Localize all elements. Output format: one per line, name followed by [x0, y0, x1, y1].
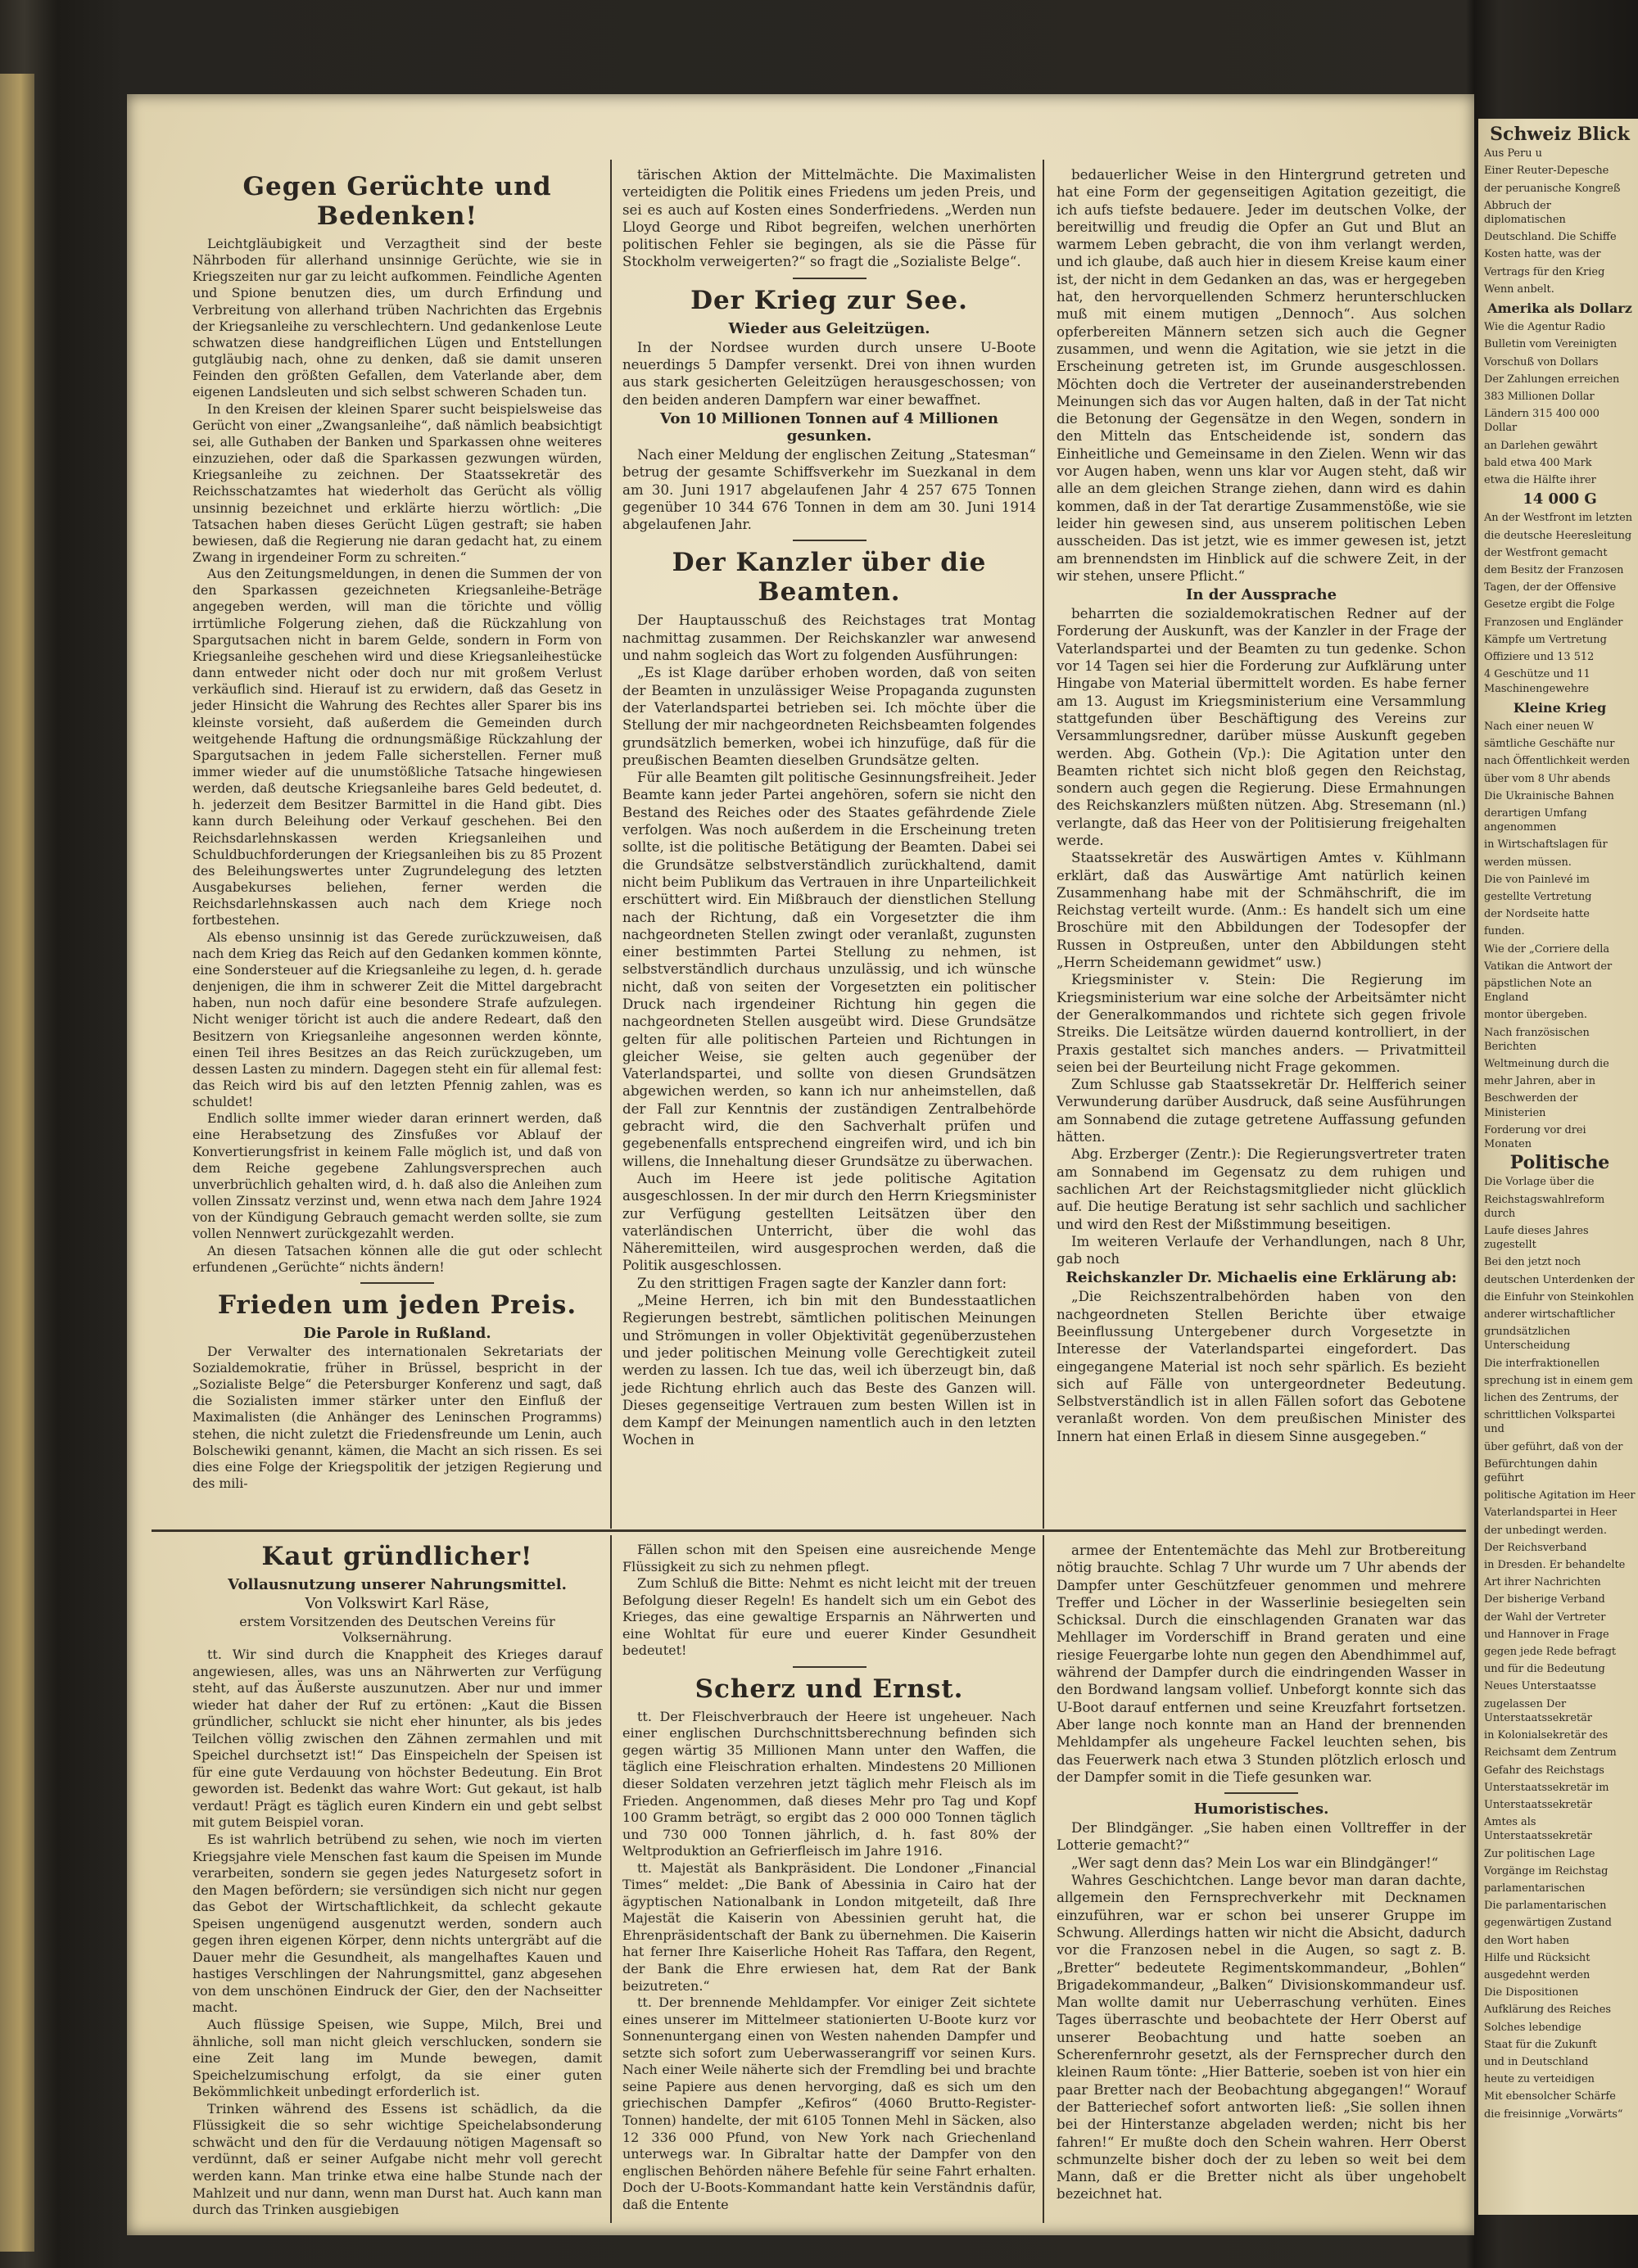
paragraph: tt. Der brennende Mehldampfer. Vor einiger Zeit sichtete eines unserer im Mittelmeer stationierten U-Boote kurz vor Sonnenuntergang einen von Westen nahenden Dampfer und setzte sich sofort zum Ueberwasserangriff vor seinen Kurs. Nach einer Weile näherte sich der Fremdling bei und brachte seine Papiere aus denen hervorging, daß es sich um den griechischen Dampfer „Kefiros“ (4060 Brutto-Register-Tonnen) handelte, der mit 6105 Tonnen Mehl in Säcken, also 12 336 000 Pfund, von New York nach Griechenland unterwegs war. In Gibraltar hatte der Dampfer von den englischen Behörden nähere Befehle für seine Fahrt erhalten. Doch der U-Boots-Kommandant hatte kein Verständnis dafür, daß die Entente: [622, 1995, 1041, 2212]
next-page-line: Aufklärung des Reiches: [1484, 2004, 1611, 2017]
next-page-line: ausgedehnt werden: [1484, 1968, 1590, 1981]
next-page-line: Die Ukrainische Bahnen: [1484, 789, 1614, 802]
next-page-line: zugelassen Der Unterstaatssekretär: [1484, 1697, 1592, 1724]
next-page-line: politische Agitation im Heer: [1484, 1489, 1636, 1502]
paragraph: Auch im Heere ist jede politische Agitation ausgeschlossen. In der mir durch den Herrn Kriegsminister zur Verfügung gestellten Leitsätzen über den vaterländischen Unterricht, über die wohl das Näheremitteilen, wird ausgesprochen werden, daß die Politik ausgeschlossen.: [622, 1170, 1041, 1274]
next-page-line: Vatikan die Antwort der: [1484, 960, 1613, 973]
paragraph: Der Verwalter des internationalen Sekretariats der Sozialdemokratie, früher in Brüssel, bespricht in der „Sozialiste Belge“ die Petersburger Konferenz und sagt, daß die Sozialisten immer stärker unter den Einfluß der Maximalisten (die Anhänger des Leninschen Programms) stehen, die nicht zuletzt die Friedensfreunde um Lenin, auch Bolschewiki genannt, kämen, die Macht an sich rissen. Es sei dies eine Folge der Kriegspolitik der jetzigen Regierung und des mili-: [192, 1343, 606, 1492]
column-2: [622, 166, 1041, 1449]
previous-page-edge: [0, 74, 34, 2252]
next-page-line: Tagen, der der Offensive: [1484, 581, 1617, 594]
next-page-line: Neues Unterstaatsse: [1484, 1680, 1596, 1693]
paragraph: „Wer sagt denn das? Mein Los war ein Blindgänger!“: [1071, 1855, 1439, 1871]
paragraph: tt. Majestät als Bankpräsident. Die Londoner „Financial Times“ meldet: „Die Bank of Abessinia in Cairo hat der ägyptischen Nationalbank in London mitgeteilt, daß Ihre Majestät die Kaiserin von Abessinien geruht hat, die Ehrenpräsidentschaft der Bank zu übernehmen. Die Kaiserin hat ferner Ihre Kaiserliche Hoheit Ras Taffara, den Regent, der Bank die Ehre erwiesen hat, dem Rat der Bank beizutreten.“: [622, 1859, 1041, 1994]
paragraph: „Die Reichszentralbehörden haben von den nachgeordneten Stellen Berichte über etwaige Beeinflussung Untergebener durch Vorgesetzte in Interesse der Vaterlandspartei eingefordert. Das eingegangene Material ist noch sehr spärlich. Es bezieht sich auf Fälle von untergeordneter Bedeutung. Selbstverständlich ist in allen Fällen sofort das Gebotene veranlaßt worden. Von dem preußischen Minister des Innern hat einen Erlaß in diesem Sinne ausgegeben.“: [1057, 1289, 1471, 1444]
article-kaut-gruendlicher: [192, 1542, 607, 2219]
next-page-line: funden.: [1484, 925, 1525, 938]
next-page-line: Der Reichsverband: [1484, 1541, 1587, 1554]
subheadline-michaelis: Reichskanzler Dr. Michaelis eine Erklärung ab:: [1066, 1269, 1457, 1287]
next-page-line: gegenwärtigen Zustand: [1484, 1917, 1612, 1930]
next-page-line: Ländern 315 400 000 Dollar: [1484, 408, 1604, 435]
next-page-line: Solches lebendige: [1484, 2021, 1581, 2034]
next-page-line: Art ihrer Nachrichten: [1484, 1576, 1601, 1589]
headline-geruechte: Gegen Gerüchte und Bedenken!: [242, 172, 552, 231]
next-page-line: Die interfraktionellen: [1484, 1357, 1600, 1370]
next-page-line: in Wirtschaftslagen für: [1484, 838, 1608, 852]
column-rule-1: [610, 160, 612, 1529]
next-page-line: Wie die Agentur Radio: [1484, 321, 1606, 334]
next-page-line: Die Vorlage über die: [1484, 1176, 1595, 1189]
next-page-line: päpstlichen Note an England: [1484, 977, 1595, 1005]
next-page-line: Hilfe und Rücksicht: [1484, 1951, 1590, 1964]
article-humoristisches: [1057, 1542, 1471, 2203]
paragraph: Zum Schluß die Bitte: Nehmt es nicht leicht mit der treuen Befolgung dieser Regeln! Es handelt sich um ein Gebot des Krieges, das eine gewaltige Ersparnis an Nährwerten und eine Wohltat für eure und euerer Kinder Gesundheit bedeutet!: [622, 1575, 1041, 1659]
paragraph: Endlich sollte immer wieder daran erinnert werden, daß eine Herabsetzung des Zinsfußes vor Ablauf der Konvertierungsfrist in keinem Falle möglich ist, und daß von dem Reiche gegebene Zahlungsversprechen auch unverbrüchlich gehalten wird, d. h. daß also die Anleihen zum vollen Zinssatz verzinst und, wenn etwa nach dem Jahre 1924 von der Kündigung Gebrauch gemacht werden sollte, sie zum vollen Nennwert zurückgezahlt werden.: [192, 1110, 606, 1242]
paragraph: Fällen schon mit den Speisen eine ausreichende Menge Flüssigkeit zu sich zu nehmen pflegt.: [622, 1542, 1041, 1574]
next-page-line: Franzosen und Engländer: [1484, 616, 1623, 629]
next-page-line: über geführt, daß von der: [1484, 1440, 1623, 1453]
next-page-line: Reichsamt dem Zentrum: [1484, 1746, 1617, 1760]
next-page-line: Die von Painlevé im: [1484, 873, 1590, 886]
next-page-line: Unterstaatssekretär im: [1484, 1781, 1609, 1794]
next-page-line: Bei den jetzt noch: [1484, 1256, 1581, 1269]
separator: [793, 540, 867, 541]
separator: [793, 1666, 867, 1668]
next-page-line: Aus Peru u: [1484, 147, 1542, 160]
column-rule-3: [610, 1535, 612, 2223]
separator: [793, 278, 867, 279]
next-page-line: montor übergeben.: [1484, 1009, 1587, 1022]
next-page-line: der Westfront gemacht: [1484, 546, 1608, 559]
next-page-line: Der Zahlungen erreichen: [1484, 373, 1620, 386]
next-page-line: gestellte Vertretung: [1484, 890, 1592, 903]
next-page-line: werden müssen.: [1484, 856, 1572, 869]
next-page-line: die deutsche Heeresleitung: [1484, 529, 1632, 542]
next-page-line: Zur politischen Lage: [1484, 1847, 1595, 1860]
next-page-line: Deutschland. Die Schiffe: [1484, 231, 1617, 244]
next-page-line: Reichstagswahlreform durch: [1484, 1193, 1609, 1220]
subheadline-parole: Die Parole in Rußland.: [303, 1324, 491, 1342]
paragraph: tt. Der Fleischverbrauch der Heere ist ungeheuer. Nach einer englischen Durchschnittsberechnung befinden sich gegen wärtig 35 Millionen Mann unter den Waffen, die täglich eine Fleischration erhalten. Mindestens 20 Millionen dieser Soldaten verzehren jetzt täglich mehr Fleisch als im Frieden. Angenommen, daß dieses Mehr pro Tag und Kopf 100 Gramm beträgt, so ergibt das 2 000 000 Tonnen täglich und 730 000 Tonnen jährlich, d. h. fast 80% der Weltproduktion an Gefrierfleisch im Jahre 1916.: [622, 1708, 1041, 1859]
next-page-line: in Dresden. Er behandelte: [1484, 1559, 1626, 1572]
next-page-line: Beschwerden der Ministerien: [1484, 1092, 1581, 1119]
next-page-line: Offiziere und 13 512: [1484, 651, 1595, 664]
paragraph: Aus den Zeitungsmeldungen, in denen die Summen der von den Sparkassen gezeichneten Kriegsanleihe-Beträge angegeben werden, will man die törichte und völlig irrtümliche Folgerung ziehen, daß die Rückzahlung von Spargutsachen nicht in barem Gelde, sondern in Form von Kriegsanleihe geschehen wird und diese Kriegsanleihestücke dann entweder nicht oder doch nur mit großem Verlust verkäuflich sind. Hierauf ist zu erwidern, daß das Gesetz in jeder Hinsicht die Wahrung des Rechtes aller Sparer bis ins kleinste vorsieht, daß außerdem die Gemeinden durch weitgehende Haftung die ordnungsmäßige Rückzahlung der Spargutsachen in jedem Falle sicherstellen. Ferner muß immer wieder auf die unumstößliche Tatsache hingewiesen werden, daß deutsche Kriegsanleihe bares Geld bedeutet, d. h. jederzeit dem Besitzer Barmittel in die Hand gibt. Dies kann durch Beleihung oder Verkauf geschehen. Bei den Reichsdarlehnskassen werden Kriegsanleihen und Schuldbuchforderungen der Kriegsanleihen bis zu 85 Prozent des Beleihungswertes unter Zugrundelegung des letzten Ausgabekurses beliehen, ferner werden die Reichsdarlehnskassen auch nach dem Kriege noch fortbestehen.: [192, 566, 606, 928]
subheadline-vollausnutzung: Vollausnutzung unserer Nahrungsmittel.: [228, 1576, 567, 1593]
headline-frieden: Frieden um jeden Preis.: [217, 1290, 577, 1320]
headline-scherz: Scherz und Ernst.: [695, 1674, 964, 1704]
next-page-line: Abbruch der diplomatischen: [1484, 199, 1566, 227]
next-page-line: 383 Millionen Dollar: [1484, 391, 1595, 404]
next-page-line: der peruanische Kongreß: [1484, 182, 1621, 195]
next-page-line: Vorschuß von Dollars: [1484, 355, 1599, 368]
next-page-line: Einer Reuter-Depesche: [1484, 165, 1609, 178]
paragraph: Trinken während des Essens ist schädlich, da die Flüssigkeit die so sehr wichtige Speichelabsonderung schwächt und den für die Verdauung nötigen Magensaft so verdünnt, daß er seiner Aufgabe nicht mehr voll gerecht werden kann. Man trinke etwa eine halbe Stunde nach der Mahlzeit und nur dann, wenn man Durst hat. Auch kann man durch das Trinken ausgiebigen: [192, 2100, 607, 2218]
paragraph: „Meine Herren, ich bin mit den Bundesstaatlichen Regierungen bestrebt, sämtlichen politischen Meinungen und Strömungen in voller Objektivität gegenüberzustehen und jeder politischen Meinung volle Gerechtigkeit zuteil werden zu lassen. Ich tue das, weil ich überzeugt bin, daß jede Richtung ehrlich auch das Beste des Ganzen will. Dieses gegenseitige Vertrauen zum besten Willen ist in dem Kampf der Meinungen namentlich auch in den letzten Wochen in: [622, 1293, 1041, 1448]
next-page-line: An der Westfront im letzten: [1484, 512, 1633, 525]
next-page-line: und Hannover in Frage: [1484, 1628, 1609, 1641]
next-page-line: über vom 8 Uhr abends: [1484, 772, 1611, 785]
headline-krieg-see: Der Krieg zur See.: [690, 285, 968, 315]
paragraph: „Es ist Klage darüber erhoben worden, daß von seiten der Beamten in unzulässiger Weise Propaganda zugunsten der Vaterlandspartei betrieben sei. Ich möchte über die Stellung der mir nachgeordneten Reichsbeamten folgendes grundsätzlich bemerken, wobei ich hinzufüge, daß für die preußischen Beamten dieselben Grundsätze gelten.: [622, 665, 1041, 768]
paragraph: Kriegsminister v. Stein: Die Regierung im Kriegsministerium war eine solche der Arbeitsämter nicht der Generalkommandos und richtete sich gegen frivole Streiks. Die Leitsätze würden dauernd kontrolliert, in der Praxis gestaltet sich manches anders. — Privatmitteil seien bei der Beurteilung nicht Frage gekommen.: [1057, 972, 1471, 1075]
next-page-line: Vorgänge im Reichstag: [1484, 1864, 1609, 1877]
paragraph: Staatssekretär des Auswärtigen Amtes v. Kühlmann erklärt, daß das Auswärtige Amt natürlich keinen Zusammenhang habe mit der Schmähschrift, die im Reichstag verteilt wurde. (Anm.: Es handelt sich um eine Broschüre mit den Abbildungen der Todesopfer der Russen in Ostpreußen, unter den Abbildungen steht „Herrn Scheidemann gewidmet“ usw.): [1057, 850, 1471, 971]
next-page-line: die freisinnige „Vorwärts“: [1484, 2108, 1623, 2121]
next-page-line: nach Öffentlichkeit werden: [1484, 755, 1631, 768]
subheadline-humoristisches: Humoristisches.: [1193, 1800, 1329, 1818]
next-page-line: sprechung ist in einem gem: [1484, 1374, 1633, 1387]
next-page-line: an Darlehen gewährt: [1484, 439, 1598, 452]
paragraph: In der Nordsee wurden durch unsere U-Boote neuerdings 5 Dampfer versenkt. Drei von ihnen wurden aus stark gesicherten Geleitzügen herausgeschossen; von den beiden anderen Dampfern war einer bewaffnet.: [622, 339, 1041, 408]
horizontal-rule-bottom-section: [152, 1529, 1466, 1532]
next-page-line: Amtes als Unterstaatssekretär: [1484, 1816, 1592, 1843]
next-page-line: Die parlamentarischen: [1484, 1900, 1607, 1913]
paragraph: Leichtgläubigkeit und Verzagtheit sind der beste Nährboden für allerhand unsinnige Gerüchte, wie sie in Kriegszeiten nur gar zu leicht aufkommen. Feindliche Agenten und Spione benutzen dies, um durch Erfindung und Verbreitung von allerhand trüben Nachrichten das Ergebnis der Kriegsanleihe zu verschlechtern. Und gedankenlose Leute schwatzen diese handgreiflichen Lügen und Entstellungen gutgläubig nach, ohne zu denken, daß sie damit unseren Feinden den größten Gefallen, dem Vaterlande aber, dem eigenen Landsleuten und sich selbst schweren Schaden tun.: [192, 236, 606, 400]
paragraph: Auch flüssige Speisen, wie Suppe, Milch, Brei und ähnliche, soll man nicht gleich verschlucken, sondern sie eine Zeit lang im Munde bewegen, damit Speichelzumischung erfolgt, da sie einer guten Bekömmlichkeit unbedingt erforderlich ist.: [192, 2017, 607, 2100]
paragraph: tt. Wir sind durch die Knappheit des Krieges darauf angewiesen, alles, was uns an Nährwerten zur Verfügung steht, auf das Äußerste auszunutzen. Aber nur und immer wieder hat daher der Ruf zu ertönen: „Kaut die Bissen gründlicher, schluckt sie nicht eher hinunter, als bis jedes Teilchen völlig zwischen den Zähnen zermahlen und mit Speichel durchsetzt ist!“ Das Einspeicheln der Speisen ist für eine gute Verdauung von höchster Bedeutung. Ein Brot geworden ist. Bedenkt das wahre Wort: Gut gekaut, ist halb verdaut! Prägt es täglich euren Kindern ein und gebt selbst mit gutem Beispiel voran.: [192, 1647, 607, 1831]
paragraph: Zu den strittigen Fragen sagte der Kanzler dann fort:: [637, 1275, 1007, 1291]
next-page-line: Gesetze ergibt die Folge: [1484, 599, 1615, 612]
next-page-line: anderer wirtschaftlicher: [1484, 1308, 1615, 1321]
next-page-line: Befürchtungen dahin geführt: [1484, 1457, 1601, 1485]
next-page-line: etwa die Hälfte ihrer: [1484, 474, 1596, 487]
next-page-line: der unbedingt werden.: [1484, 1524, 1607, 1537]
next-page-line: sämtliche Geschäfte nur: [1484, 738, 1615, 751]
column-3: [1057, 166, 1471, 1445]
next-page-line: derartigen Umfang angenommen: [1484, 806, 1590, 834]
paragraph: Nach einer Meldung der englischen Zeitung „Statesman“ betrug der gesamte Schiffsverkehr im Suezkanal in dem am 30. Juni 1917 abgelaufenen Jahr 4 257 675 Tonnen gegenüber 10 344 676 Tonnen in dem am 30. Juni 1914 abgelaufenen Jahr.: [622, 446, 1041, 533]
next-page-line: die Einfuhr von Steinkohlen: [1484, 1290, 1635, 1303]
paragraph: Im weiteren Verlaufe der Verhandlungen, nach 8 Uhr, gab noch: [1057, 1233, 1471, 1267]
next-page-line: Mit ebensolcher Schärfe: [1484, 2090, 1616, 2103]
next-page-line: der Wahl der Vertreter: [1484, 1611, 1606, 1624]
next-page-headline-1: Schweiz Blick: [1490, 124, 1630, 145]
next-page-line: bald etwa 400 Mark: [1484, 456, 1592, 469]
paragraph: Der Blindgänger. „Sie haben einen Volltreffer in der Lotterie gemacht?“: [1057, 1820, 1471, 1854]
paragraph: An diesen Tatsachen können alle die gut oder schlecht erfundenen „Gerüchte“ nichts ändern!: [192, 1242, 606, 1275]
next-page-line: mehr Jahren, aber in: [1484, 1075, 1596, 1088]
next-page-line: Wie der „Corriere della: [1484, 942, 1610, 956]
column-rule-2: [1043, 160, 1044, 1529]
next-page-line: Wenn anbelt.: [1484, 282, 1554, 296]
next-page-subheadline-2: Kleine Krieg: [1513, 699, 1607, 716]
paragraph: bedauerlicher Weise in den Hintergrund getreten und hat eine Form der gegenseitigen Agitation gezeitigt, die ich aufs tiefste bedauere. Jeder im deutschen Volke, der bereitwillig und freudig die Opfer an Gut und Blut an warmem Leben gebracht, die von ihm verlangt werden, und ich glaube, daß auch hier in diesem Kreise kaum einer ist, der nicht in dem Gedanken an das, was er hergegeben hat, den hervorquellenden Schmerz herunterschlucken muß mit einem mutigen „Dennoch“. Aus solchen opferbereiten Männern setzen sich auch die Gegner zusammen, und wenn die Agitation, wie sie jetzt in die Erscheinung getreten ist, im Grunde ausgeschlossen. Möchten doch die Vertreter der auseinanderstrebenden Meinungen sich das vor Augen halten, daß in der Tat nicht die Betonung der Gegensätze in den Wegen, sondern in den Mitteln das Entscheidende ist, sondern das Einheitliche und Gemeinsame in den Zielen. Wenn wir das vor Augen haben, wenn uns klar vor Augen steht, daß wir alle an dem gleichen Strange ziehen, dann wird es dahin kommen, daß in der Tat derartige Zusammenstöße, wie sie leider hin gewesen sind, aus unserem politischen Leben ausscheiden. Das ist jetzt, wie es immer gewesen ist, jetzt am brennendsten im Hinblick auf die schwere Zeit, in der wir stehen, unsere Pflicht.“: [1057, 167, 1471, 584]
subheadline-geleitzuege: Wieder aus Geleitzügen.: [728, 319, 930, 337]
next-page-line: Bulletin vom Vereinigten: [1484, 338, 1618, 351]
subheadline-tonnen: Von 10 Millionen Tonnen auf 4 Millionen gesunken.: [660, 409, 998, 445]
next-page-line: Kosten hatte, was der: [1484, 248, 1601, 261]
next-page-line: Kämpfe um Vertretung: [1484, 633, 1607, 646]
next-page-line: Gefahr des Reichstags: [1484, 1764, 1604, 1777]
paragraph: beharrten die sozialdemokratischen Redner auf der Forderung der Auskunft, was der Kanzler in der Frage der Vaterlandspartei und der Beamten zu tun gedenke. Schon vor 14 Tagen sei hier die Forderung zur Aufklärung unter Hingabe von Material übermittelt worden. Es habe ferner am 13. August im Kriegsministerium eine Versammlung stattgefunden über Beschäftigung des Vereins zur Versammlungsredner, darüber müsse Auskunft gegeben werden. Abg. Gothein (Vp.): Die Agitation unter den Beamten richtet sich nicht bloß gegen den Reichstag, sondern auch gegen die Regierung. Diese Ermahnungen des Reichskanzlers müßten nützen. Abg. Stresemann (nl.) verlangte, daß das Heer von der Politisierung freigehalten werde.: [1057, 606, 1471, 848]
separator: [1224, 1792, 1298, 1794]
next-page-headline-3: Politische: [1509, 1152, 1610, 1174]
next-page-line: Nach einer neuen W: [1484, 720, 1595, 733]
next-page-line: heute zu verteidigen: [1484, 2073, 1595, 2086]
next-page-line: Nach französischen Berichten: [1484, 1026, 1593, 1053]
separator: [360, 1282, 434, 1284]
next-page-line: Der bisherige Verband: [1484, 1593, 1605, 1606]
next-page-line: und für die Bedeutung: [1484, 1663, 1605, 1676]
paragraph: Abg. Erzberger (Zentr.): Die Regierungsvertreter traten am Sonnabend im Gegensatz zu dem ruhigen und sachlichen Art der Reichstagsmitglieder nicht glücklich auf. Die heutige Beratung ist sehr sachlich und sachlicher und wird den Rest der Mißstimmung beseitigen.: [1057, 1146, 1471, 1232]
paragraph: Zum Schlusse gab Staatssekretär Dr. Helfferich seiner Verwunderung darüber Ausdruck, daß seine Ausführungen am Sonnabend die zutage getretene Auffassung gefunden hätten.: [1057, 1077, 1471, 1145]
article-scherz-ernst: [622, 1542, 1041, 2213]
next-page-line: lichen des Zentrums, der: [1484, 1392, 1618, 1405]
paragraph: Wahres Geschichtchen. Lange bevor man daran dachte, allgemein den Fernsprechverkehr mit Decknamen einzuführen, war er schon bei unserer Gruppe im Schwung. Allerdings hatten wir nicht die Absicht, dadurch vor die Franzosen nebel in die Augen, so sagt z. B. „Bretter“ bedeutete Regimentskommandeur, „Bohlen“ Brigadekommandeur, „Balken“ Divisionskommandeur usf. Man wollte damit nur Ueberraschung verhüten. Eines Tages überraschte und beobachtete der Herr Oberst auf unserer Beobachtung und hatte soeben an Scherenfernrohr gesetzt, als der Fernsprecher durch den kleinen Raum tönte: „Hier Batterie, soeben ist von hier ein paar Bretter nach der Beobachtung abgegangen!“ Worauf der Batteriechef sofort antworten ließ: „Sie sollen ihnen bei der Hinterstanze abgeladen werden; nicht bis her fahren!“ Er mußte doch den Schein wahren. Herr Oberst schmunzelte bisher doch der zu leben so weit bei dem Mann, daß er die Bretter nicht als über ungehobelt bezeichnet hat.: [1057, 1873, 1471, 2202]
next-page-line: Vaterlandspartei in Heer: [1484, 1507, 1618, 1520]
next-page-line: parlamentarischen: [1484, 1882, 1586, 1895]
column-rule-4: [1043, 1535, 1044, 2223]
next-page-line: den Wort haben: [1484, 1934, 1570, 1947]
next-page-line: 4 Geschütze und 11 Maschinengewehre: [1484, 668, 1594, 695]
paragraph: Als ebenso unsinnig ist das Gerede zurückzuweisen, daß nach dem Krieg das Reich auf den Gedanken kommen könnte, eine Sondersteuer auf die Kriegsanleihe zu legen, d. h. gerade denjenigen, die ihm in schwerer Zeit die Mittel dargebracht haben, nun noch dafür eine besondere Strafe aufzulegen. Nicht weniger töricht ist auch die andere Redeart, daß den Besitzern von Kriegsanleihe angesonnen werden könnte, einen Teil ihres Besitzes an das Reich zurückzugeben, um dessen Lasten zu mindern. Dagegen steht ein für allemal fest: das Reich wird bis auf den letzten Pfennig zahlen, was es schuldet!: [192, 928, 606, 1110]
next-page-subheadline-1: Amerika als Dollarz: [1487, 300, 1632, 317]
author-title: erstem Vorsitzenden des Deutschen Vereins für Volksernährung.: [239, 1614, 555, 1645]
next-page-line: Vertrags für den Krieg: [1484, 265, 1605, 278]
headline-kaut: Kaut gründlicher!: [261, 1542, 533, 1571]
next-page-line: Die Dispositionen: [1484, 1986, 1579, 1999]
next-page-line: in Kolonialsekretär des: [1484, 1729, 1609, 1742]
next-page-line: der Nordseite hatte: [1484, 908, 1590, 921]
paragraph: Es ist wahrlich betrübend zu sehen, wie noch im vierten Kriegsjahre viele Menschen fast kaum die Speisen im Munde verarbeiten, sondern sie gegen jedes Naturgesetz sofort in den Magen befördern; sie versündigen sich nicht nur gegen das Gebot der Wirtschaftlichkeit, da schlecht gekaute Speisen ungenügend ausgenutzt werden, sondern auch gegen ihren eigenen Körper, denn nichts untergräbt auf die Dauer mehr die Gesundheit, als mangelhaftes Kauen und hastiges Verschlingen der Nahrungsmittel, ganz abgesehen von dem unschönen Eindruck der Gier, den der Nachseitter macht.: [192, 1832, 607, 2016]
paragraph: tärischen Aktion der Mittelmächte. Die Maximalisten verteidigten die Politik eines Friedens um jeden Preis, und sei es auch auf Kosten eines Sonderfriedens. „Werden nun Lloyd George und Ribot begreifen, welchen unerhörten politischen Fehler sie begingen, als sie die Pässe für Stockholm verweigerten?“ so fragt die „Sozialiste Belge“.: [622, 167, 1041, 270]
next-page-text: [1484, 123, 1636, 2125]
paragraph: Der Hauptausschuß des Reichstages trat Montag nachmittag zusammen. Der Reichskanzler war anwesend und nahm sogleich das Wort zu folgenden Ausführungen:: [622, 612, 1041, 664]
subheadline-aussprache: In der Aussprache: [1185, 586, 1337, 604]
next-page-line: schrittlichen Volkspartei und: [1484, 1409, 1619, 1436]
newspaper-page: [127, 94, 1474, 2235]
next-page-line: Forderung vor drei Monaten: [1484, 1123, 1590, 1150]
next-page-line: Staat für die Zukunft: [1484, 2038, 1597, 2051]
next-page-line: und in Deutschland: [1484, 2055, 1589, 2068]
next-page-line: gegen jede Rede befragt: [1484, 1646, 1617, 1659]
paragraph: armee der Ententemächte das Mehl zur Brotbereitung nötig brauchte. Schlag 7 Uhr wurde um 7 Uhr abends der Dampfer unter Geschützfeuer genommen und mehrere Treffer und Löcher in der Wasserlinie besiegelten sein Schicksal. Durch die einschlagenden Granaten war das Mehllager im Vorderschiff in Brand geraten und eine riesige Feuergarbe lohte nun gegen den Abendhimmel auf, während der Dampfer durch die eindringenden Wasser in den Bordwand langsam vollief. Unbeforgt konnte sich das U-Boot darauf entfernen und seine Kreuzfahrt fortsetzen. Aber lange noch konnte man an Hand der brennenden Mehldampfer als ungeheure Fackel leuchten sehen, bis das Feuerwerk nach etwa 3 Stunden plötzlich erlosch und der Dampfer somit in die Tiefe gesunken war.: [1057, 1543, 1471, 1785]
next-page-line: deutschen Unterdenken der: [1484, 1273, 1635, 1286]
paragraph: Für alle Beamten gilt politische Gesinnungsfreiheit. Jeder Beamte kann jeder Partei angehören, sofern sie nicht den Bestand des Reiches oder des Staates gefährdende Ziele verfolgen. Was noch außerdem in die Erscheinung treten sollte, ist die politische Betätigung der Beamten. Dabei sei die Grundsätze selbstverständlich zurückhaltend, damit nicht beim Publikum das Vertrauen in ihre Unparteilichkeit erschüttert wird. Ein Mißbrauch der dienstlichen Stellung nach der Richtung, daß ein Vorgesetzter die ihm nachgeordneten Stellen zwingt oder veranlaßt, zugunsten einer bestimmten Partei Stellung zu nehmen, ist selbstverständlich durchaus unzulässig, und ich wünsche nicht, daß von seiten der Vorgesetzten ein politischer Druck nach irgendeiner Richtung hin gegen die nachgeordneten Stellen ausgeübt wird. Diese Grundsätze gelten für alle politischen Parteien und Richtungen in gleicher Weise, sie gelten auch gegenüber der Vaterlandspartei, und sollte von diesen Grundsätzen abgewichen werden, so kann ich nur anheimstellen, daß der Fall zur Kenntnis der zuständigen Zentralbehörde gebracht wird, die den Sachverhalt prüfen und gegebenenfalls entsprechend eingreifen wird, und ich bin willens, die Innehaltung dieser Grundsätze zu überwachen.: [622, 770, 1041, 1169]
next-page-line: Weltmeinung durch die: [1484, 1057, 1609, 1070]
paragraph: In den Kreisen der kleinen Sparer sucht beispielsweise das Gerücht von einer „Zwangsanleihe“, daß nämlich beabsichtigt sei, alle Guthaben der Banken und Sparkassen ohne weiteres einzuziehen, oder daß die Sparkassen gezwungen würden, Kriegsanleihe zu zeichnen. Der Staatssekretär des Reichsschatzamtes hat wiederholt das Gerücht als völlig unsinnig bezeichnet und erklärte hierzu wörtlich: „Die Tatsachen haben dieses Gerücht Lügen gestraft; sie haben bewiesen, daß die Regierung nie daran gedacht hat, zu einem Zwang in irgendeiner Form zu schreiten.“: [192, 400, 606, 565]
next-page-line: grundsätzlichen Unterscheidung: [1484, 1326, 1574, 1353]
author-line: Von Volkswirt Karl Räse,: [305, 1595, 490, 1612]
next-page-line: dem Besitz der Franzosen: [1484, 564, 1624, 577]
article-geruechte: [192, 172, 606, 1492]
next-page-line: Laufe dieses Jahres zugestellt: [1484, 1225, 1592, 1252]
next-page-headline-2: 14 000 G: [1523, 490, 1597, 508]
next-page-line: Unterstaatssekretär: [1484, 1798, 1592, 1811]
headline-kanzler-beamten: Der Kanzler über die Beamten.: [672, 548, 987, 608]
